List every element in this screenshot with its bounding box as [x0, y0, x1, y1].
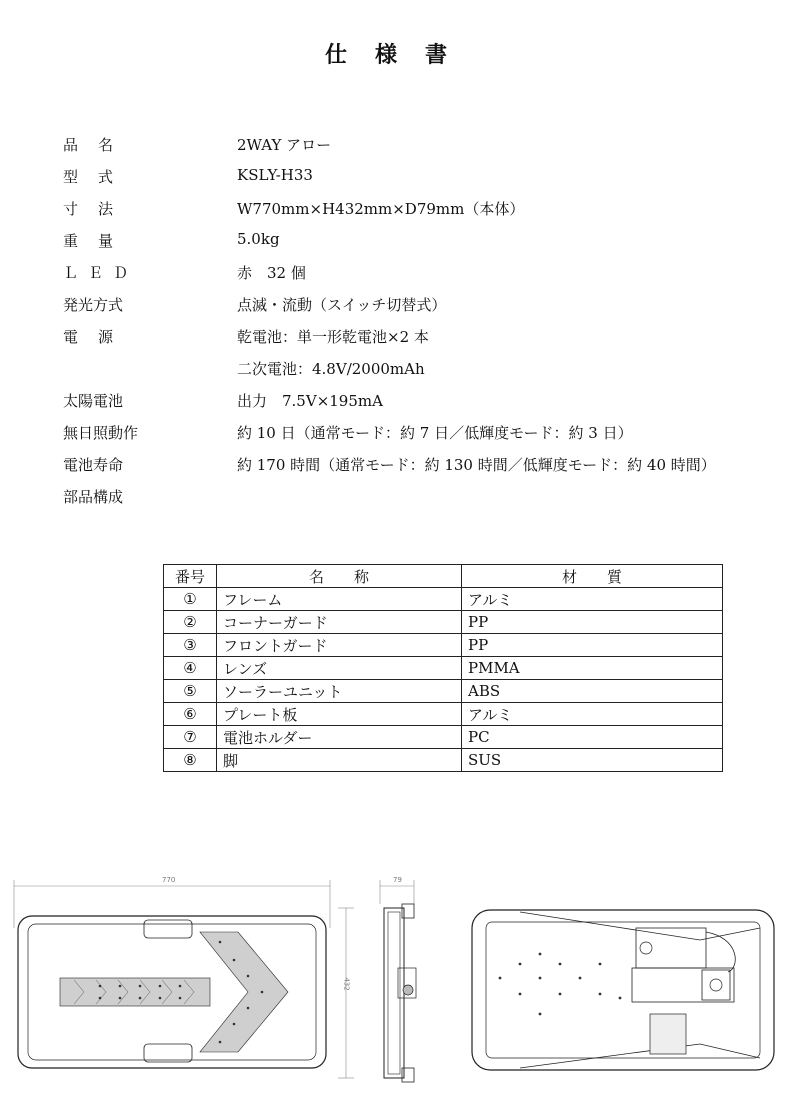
spec-value: 約 10 日（通常モード：約 7 日／低輝度モード：約 3 日） — [237, 424, 633, 442]
cell-no: ③ — [164, 634, 217, 657]
table-row — [164, 680, 723, 703]
cell-no: ① — [164, 588, 217, 611]
side-view — [384, 904, 416, 1082]
spec-row-power-secondary — [0, 358, 800, 382]
spec-label: 部品構成 — [63, 488, 124, 506]
spec-row-light-mode — [0, 294, 800, 318]
cell-material: アルミ — [462, 588, 723, 611]
cell-no: ⑤ — [164, 680, 217, 703]
spec-row-parts — [0, 486, 800, 510]
spec-value: 二次電池：4.8V/2000mAh — [237, 360, 425, 378]
depth-dimension-label: 79 — [393, 876, 402, 884]
cell-name: フロントガード — [217, 634, 462, 657]
cell-material: ABS — [462, 680, 723, 703]
rear-view — [472, 910, 774, 1070]
spec-row-dimensions — [0, 198, 800, 222]
table-row — [164, 657, 723, 680]
spec-value: KSLY-H33 — [237, 166, 313, 184]
header-no: 番号 — [164, 565, 217, 588]
table-row — [164, 749, 723, 772]
cell-name: コーナーガード — [217, 611, 462, 634]
table-row — [164, 634, 723, 657]
drawing-svg — [0, 868, 800, 1098]
cell-no: ④ — [164, 657, 217, 680]
spec-label: 発光方式 — [63, 296, 124, 314]
spec-row-product-name — [0, 134, 800, 158]
spec-label: 型式 — [63, 168, 134, 186]
cell-name: プレート板 — [217, 703, 462, 726]
spec-label: 品名 — [63, 136, 134, 154]
spec-label: 寸法 — [63, 200, 134, 218]
width-dimension-label: 770 — [162, 876, 176, 884]
spec-label: 太陽電池 — [63, 392, 124, 410]
cell-name: 電池ホルダー — [217, 726, 462, 749]
cell-material: アルミ — [462, 703, 723, 726]
table-row — [164, 703, 723, 726]
cell-name: フレーム — [217, 588, 462, 611]
page-title: 仕様書 — [324, 43, 475, 68]
cell-material: PMMA — [462, 657, 723, 680]
spec-label: 重量 — [63, 232, 134, 250]
cell-material: SUS — [462, 749, 723, 772]
table-row — [164, 588, 723, 611]
spec-label: 電源 — [63, 328, 134, 346]
cell-material: PC — [462, 726, 723, 749]
cell-name: 脚 — [217, 749, 462, 772]
table-row — [164, 726, 723, 749]
parts-table — [163, 564, 723, 772]
cell-no: ② — [164, 611, 217, 634]
spec-label: 無日照動作 — [63, 424, 139, 442]
front-view — [18, 916, 326, 1068]
cell-no: ⑦ — [164, 726, 217, 749]
table-row — [164, 611, 723, 634]
spec-row-power — [0, 326, 800, 350]
cell-material: PP — [462, 634, 723, 657]
spec-row-weight — [0, 230, 800, 254]
spec-row-battery-life — [0, 454, 800, 478]
cell-no: ⑥ — [164, 703, 217, 726]
spec-label: 電池寿命 — [63, 456, 124, 474]
spec-label: ＬＥＤ — [63, 264, 139, 282]
spec-value: 約 170 時間（通常モード：約 130 時間／低輝度モード：約 40 時間） — [237, 456, 716, 474]
spec-value: W770mm×H432mm×D79mm（本体） — [237, 200, 525, 218]
cell-material: PP — [462, 611, 723, 634]
height-dimension-label: 432 — [342, 977, 351, 991]
spec-value: 乾電池：単一形乾電池×2 本 — [237, 328, 429, 346]
spec-value: 出力 7.5V×195mA — [237, 392, 383, 410]
spec-value: 点滅・流動（スイッチ切替式） — [237, 296, 447, 314]
technical-drawing — [0, 868, 800, 1098]
spec-row-led — [0, 262, 800, 286]
header-name: 名 称 — [217, 565, 462, 588]
spec-value: 2WAY アロー — [237, 136, 332, 154]
spec-value: 5.0kg — [237, 230, 280, 248]
spec-row-solar — [0, 390, 800, 414]
cell-name: レンズ — [217, 657, 462, 680]
cell-name: ソーラーユニット — [217, 680, 462, 703]
spec-row-model — [0, 166, 800, 190]
cell-no: ⑧ — [164, 749, 217, 772]
spec-row-no-sun — [0, 422, 800, 446]
table-header-row — [164, 565, 723, 588]
spec-value: 赤 32 個 — [237, 264, 306, 282]
header-material: 材 質 — [462, 565, 723, 588]
